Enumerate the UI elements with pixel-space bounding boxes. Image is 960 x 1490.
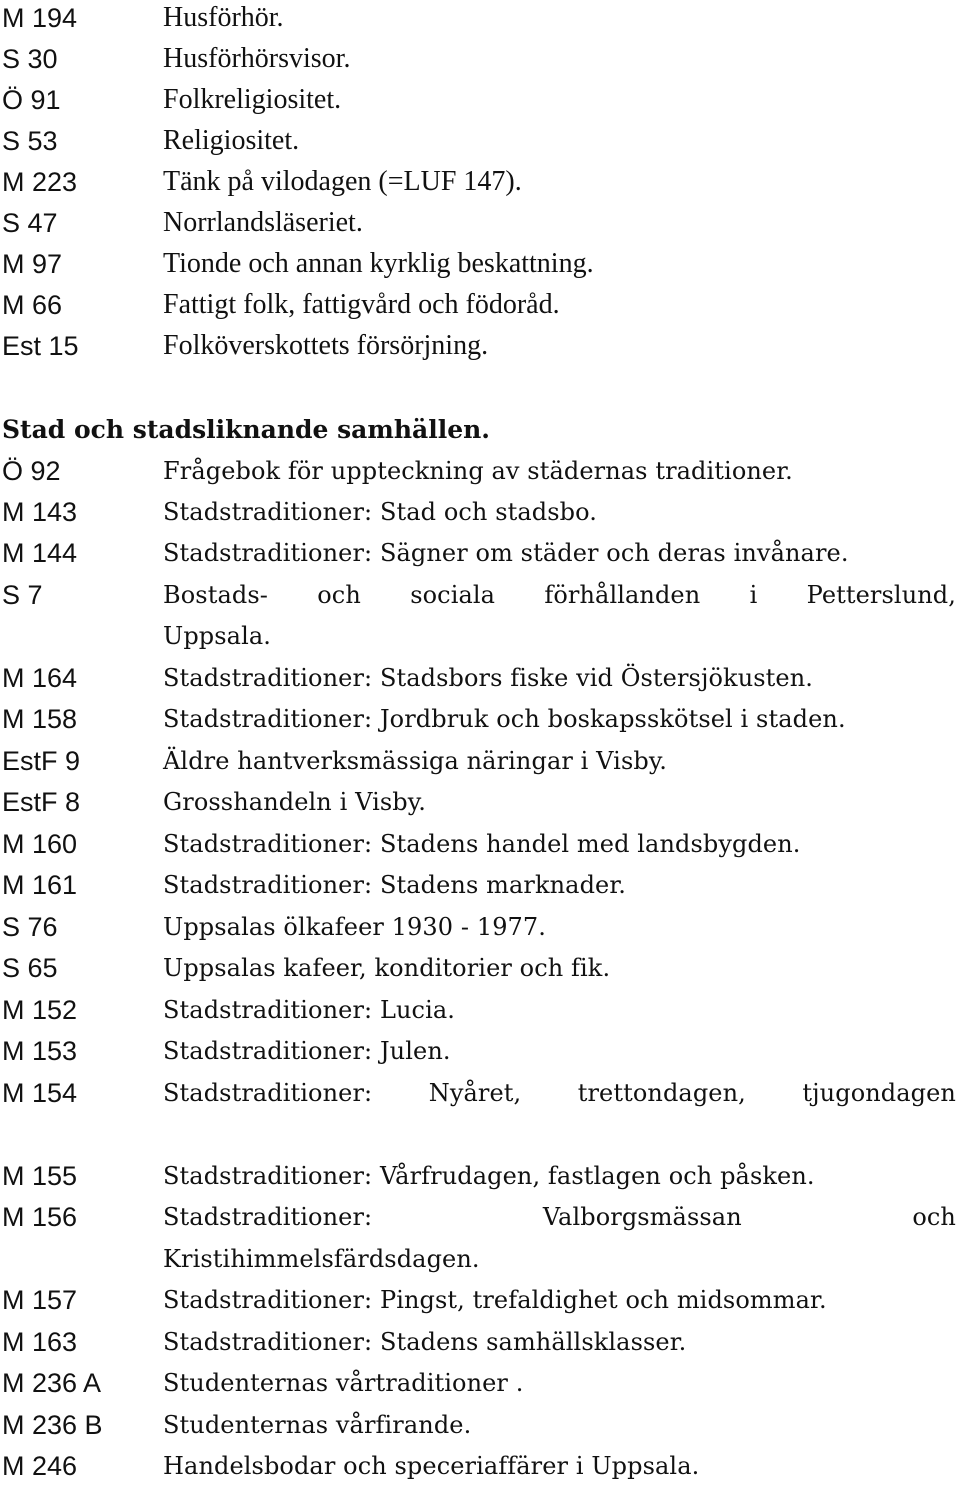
entry-code: M 236 B bbox=[2, 1410, 103, 1440]
list-item bbox=[0, 992, 960, 1034]
entry-title: Handelsbodar och speceriaffärer i Uppsala. bbox=[163, 1452, 700, 1480]
entry-title: Stadstraditioner: Stadens marknader. bbox=[163, 871, 626, 899]
entry-code: M 157 bbox=[2, 1285, 78, 1315]
entry-code: S 30 bbox=[2, 44, 58, 74]
entry-code: S 53 bbox=[2, 126, 58, 156]
entry-code: M 246 bbox=[2, 1451, 78, 1481]
entry-code: M 152 bbox=[2, 995, 78, 1025]
entry-code: M 155 bbox=[2, 1161, 78, 1191]
list-item bbox=[0, 535, 960, 577]
entry-title: Norrlandsläseriet. bbox=[163, 207, 363, 238]
list-item bbox=[0, 1282, 960, 1324]
list-item bbox=[0, 205, 960, 247]
list-item bbox=[0, 246, 960, 288]
entry-code: M 163 bbox=[2, 1327, 78, 1357]
entry-code: S 76 bbox=[2, 912, 58, 942]
entry-title: Uppsalas ölkafeer 1930 - 1977. bbox=[163, 913, 547, 941]
entry-code: EstF 8 bbox=[2, 787, 81, 817]
entry-title: Religiositet. bbox=[163, 125, 300, 156]
entry-title: Husförhörsvisor. bbox=[163, 43, 351, 74]
list-item bbox=[0, 1199, 960, 1241]
list-item bbox=[0, 1158, 960, 1200]
entry-code: M 161 bbox=[2, 870, 78, 900]
list-item bbox=[0, 1448, 960, 1490]
entry-title: Frågebok för uppteckning av städernas traditioner. bbox=[163, 457, 793, 485]
entry-code: Ö 92 bbox=[2, 456, 61, 486]
entry-title: Stadstraditioner: Valborgsmässan och bbox=[163, 1203, 956, 1231]
list-item bbox=[0, 453, 960, 495]
entry-title: Folköverskottets försörjning. bbox=[163, 330, 489, 361]
list-item bbox=[0, 0, 960, 42]
list-item bbox=[0, 123, 960, 165]
entry-title: Folkreligiositet. bbox=[163, 84, 342, 115]
entry-title: Studenternas vårfirande. bbox=[163, 1411, 472, 1439]
list-item bbox=[0, 1324, 960, 1366]
list-item bbox=[0, 784, 960, 826]
entry-code: M 236 A bbox=[2, 1368, 102, 1398]
entry-title: Stadstraditioner: Sägner om städer och deras invånare. bbox=[163, 539, 849, 567]
list-item bbox=[0, 577, 960, 619]
list-item bbox=[0, 82, 960, 124]
list-item bbox=[0, 950, 960, 992]
entry-title-continuation: Kristihimmelsfärdsdagen. bbox=[163, 1245, 480, 1273]
list-item bbox=[0, 1365, 960, 1407]
list-item bbox=[0, 743, 960, 785]
entry-title: Uppsalas kafeer, konditorier och fik. bbox=[163, 954, 611, 982]
list-item bbox=[0, 41, 960, 83]
entry-title: Tionde och annan kyrklig beskattning. bbox=[163, 248, 594, 279]
list-item bbox=[0, 826, 960, 868]
entry-code: M 143 bbox=[2, 497, 78, 527]
entry-code: S 7 bbox=[2, 580, 43, 610]
entry-title: Tänk på vilodagen (=LUF 147). bbox=[163, 166, 522, 197]
entry-code: M 153 bbox=[2, 1036, 78, 1066]
list-item bbox=[0, 1075, 960, 1117]
entry-title: Bostads- och sociala förhållanden i Petterslund, bbox=[163, 581, 956, 609]
section-heading: Stad och stadsliknande samhällen. bbox=[2, 415, 490, 444]
list-item bbox=[0, 1407, 960, 1449]
entry-title: Grosshandeln i Visby. bbox=[163, 788, 426, 816]
entry-title: Stadstraditioner: Stadsbors fiske vid Östersjökusten. bbox=[163, 664, 814, 692]
entry-code: M 158 bbox=[2, 704, 78, 734]
list-item bbox=[0, 1033, 960, 1075]
list-item bbox=[0, 164, 960, 206]
entry-title: Husförhör. bbox=[163, 2, 284, 33]
entry-title: Stadstraditioner: Vårfrudagen, fastlagen och påsken. bbox=[163, 1162, 815, 1190]
list-item bbox=[0, 328, 960, 370]
entry-title: Stadstraditioner: Julen. bbox=[163, 1037, 451, 1065]
entry-title: Stadstraditioner: Stadens samhällsklasser. bbox=[163, 1328, 687, 1356]
list-item bbox=[0, 494, 960, 536]
entry-code: Ö 91 bbox=[2, 85, 61, 115]
entry-title: Stadstraditioner: Stadens handel med landsbygden. bbox=[163, 830, 801, 858]
entry-code: S 47 bbox=[2, 208, 58, 238]
list-item bbox=[0, 909, 960, 951]
entry-code: M 194 bbox=[2, 3, 78, 33]
list-item-continuation bbox=[0, 1241, 960, 1283]
list-item bbox=[0, 287, 960, 329]
entry-code: M 97 bbox=[2, 249, 63, 279]
entry-code: M 144 bbox=[2, 538, 78, 568]
entry-code: M 223 bbox=[2, 167, 78, 197]
entry-title: Stadstraditioner: Lucia. bbox=[163, 996, 456, 1024]
entry-title: Äldre hantverksmässiga näringar i Visby. bbox=[163, 747, 668, 775]
list-item bbox=[0, 867, 960, 909]
list-item bbox=[0, 660, 960, 702]
entry-code: M 66 bbox=[2, 290, 63, 320]
entry-title: Stadstraditioner: Stad och stadsbo. bbox=[163, 498, 597, 526]
entry-title: Stadstraditioner: Nyåret, trettondagen, tjugondagen bbox=[163, 1079, 956, 1107]
entry-code: Est 15 bbox=[2, 331, 79, 361]
list-item-continuation bbox=[0, 618, 960, 660]
entry-title: Studenternas vårtraditioner . bbox=[163, 1369, 524, 1397]
entry-title: Stadstraditioner: Jordbruk och boskapsskötsel i staden. bbox=[163, 705, 846, 733]
entry-title-continuation: Uppsala. bbox=[163, 622, 271, 650]
entry-code: S 65 bbox=[2, 953, 58, 983]
entry-code: M 164 bbox=[2, 663, 78, 693]
entry-code: M 156 bbox=[2, 1202, 78, 1232]
entry-title: Stadstraditioner: Pingst, trefaldighet och midsommar. bbox=[163, 1286, 827, 1314]
entry-code: M 160 bbox=[2, 829, 78, 859]
entry-code: M 154 bbox=[2, 1078, 78, 1108]
entry-code: EstF 9 bbox=[2, 746, 81, 776]
list-item bbox=[0, 701, 960, 743]
entry-title: Fattigt folk, fattigvård och födoråd. bbox=[163, 289, 560, 320]
